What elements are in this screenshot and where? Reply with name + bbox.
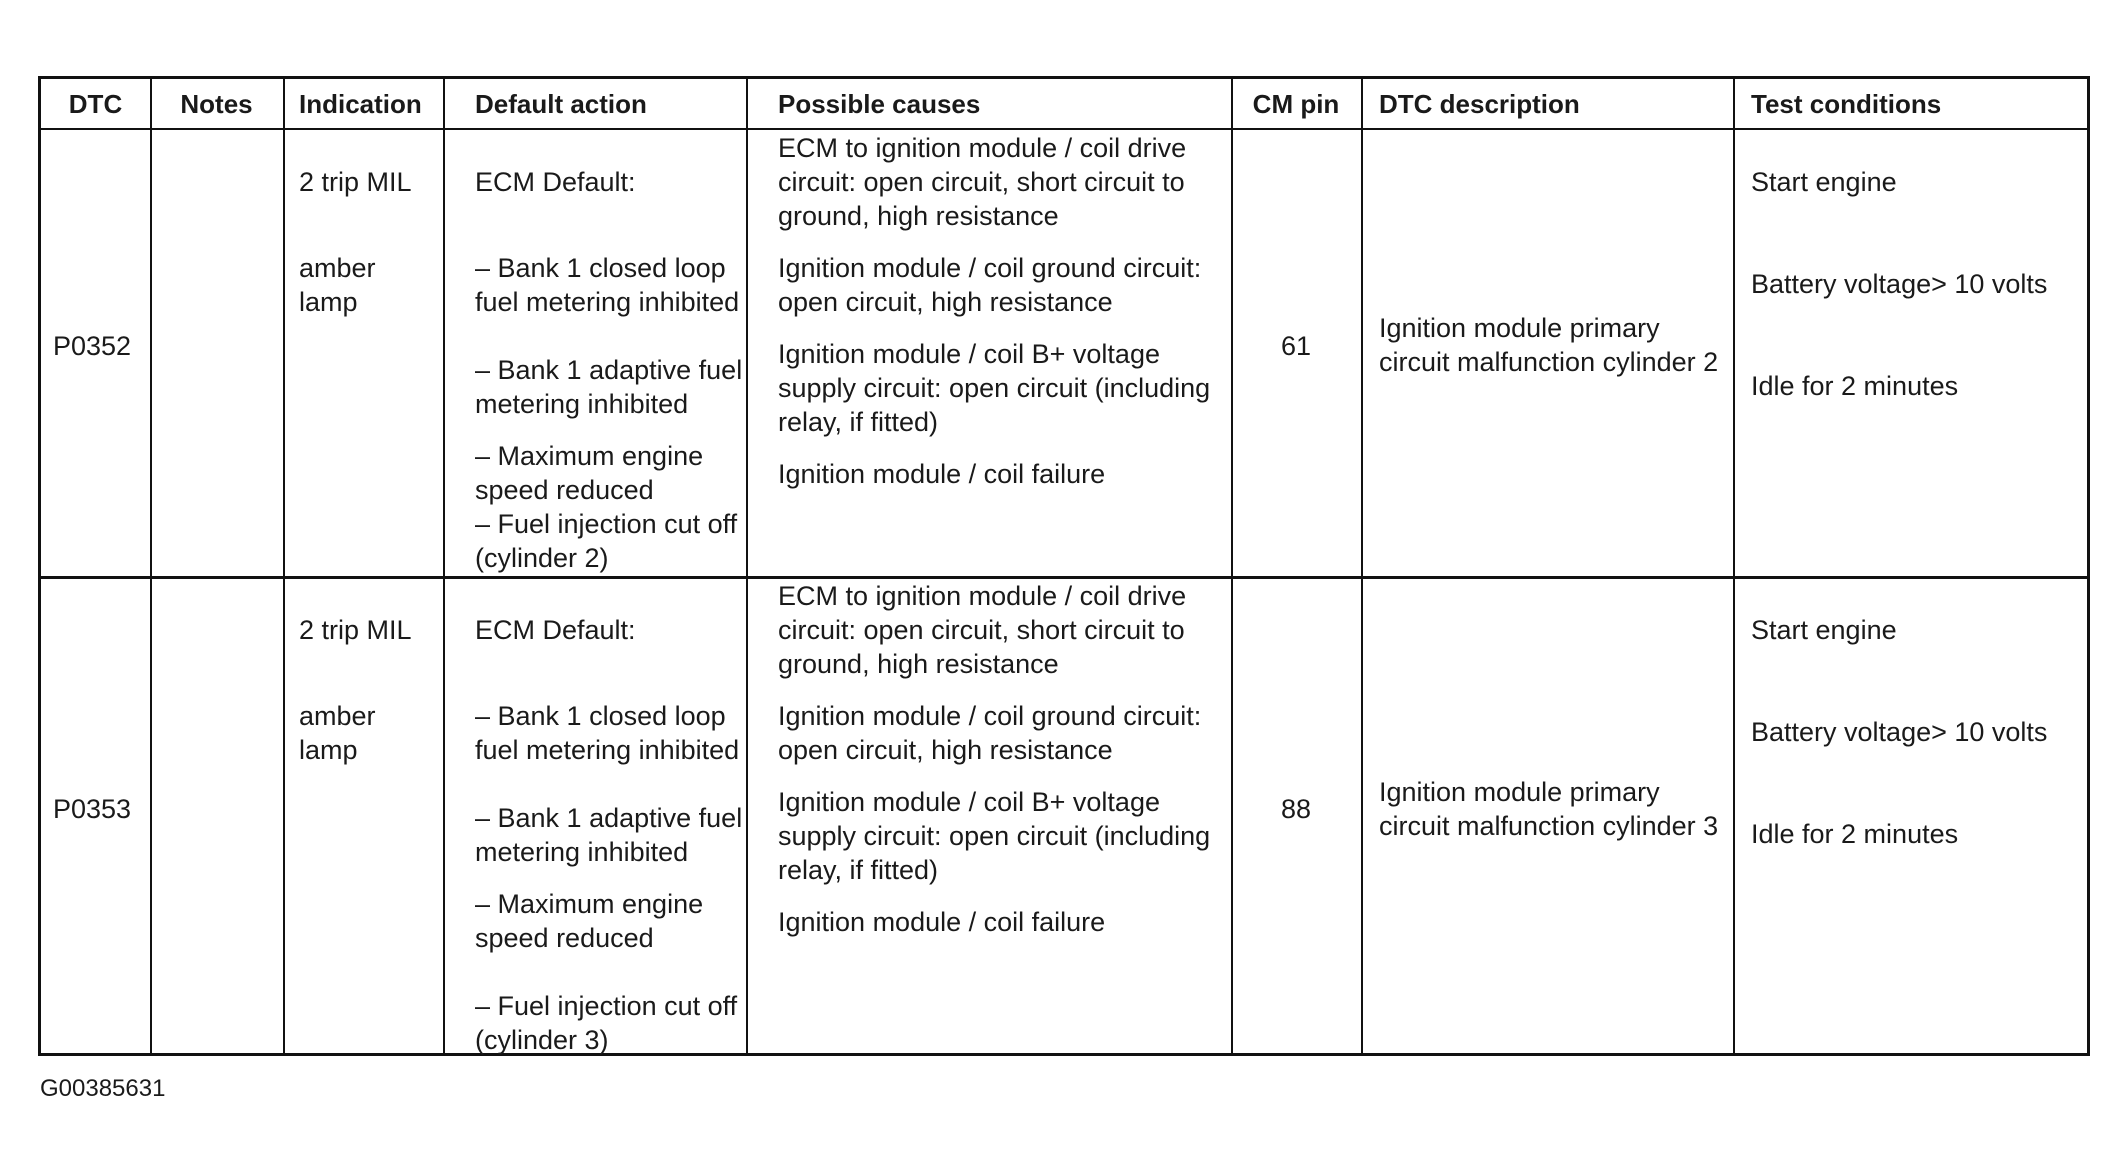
default-action-line: speed reduced bbox=[475, 475, 654, 505]
test-condition-line: Start engine bbox=[1751, 167, 1897, 197]
cm-pin-value: 61 bbox=[1280, 331, 1312, 361]
test-condition-line: Battery voltage> 10 volts bbox=[1751, 269, 2048, 299]
indication-line: 2 trip MIL bbox=[299, 167, 412, 197]
dtc-code: P0353 bbox=[53, 794, 132, 824]
test-condition-line: Idle for 2 minutes bbox=[1751, 371, 1959, 401]
column-divider bbox=[150, 79, 152, 1053]
header-notes: Notes bbox=[180, 89, 253, 119]
possible-cause-line: open circuit, high resistance bbox=[778, 287, 1113, 317]
dtc-table bbox=[38, 76, 2090, 1056]
cm-pin-value: 88 bbox=[1280, 794, 1312, 824]
header-default-action: Default action bbox=[475, 89, 647, 119]
dtc-code: P0352 bbox=[53, 331, 132, 361]
possible-cause-line: relay, if fitted) bbox=[778, 407, 939, 437]
default-action-line: – Bank 1 adaptive fuel bbox=[475, 803, 743, 833]
default-action-line: – Fuel injection cut off bbox=[475, 991, 738, 1021]
indication-line: amber bbox=[299, 253, 376, 283]
possible-cause-line: Ignition module / coil ground circuit: bbox=[778, 701, 1202, 731]
header-dtc: DTC bbox=[68, 89, 123, 119]
dtc-description-line: circuit malfunction cylinder 2 bbox=[1379, 347, 1719, 377]
possible-cause-line: ground, high resistance bbox=[778, 649, 1059, 679]
possible-cause-line: circuit: open circuit, short circuit to bbox=[778, 167, 1185, 197]
indication-line: lamp bbox=[299, 735, 358, 765]
possible-cause-line: Ignition module / coil ground circuit: bbox=[778, 253, 1202, 283]
indication-line: amber bbox=[299, 701, 376, 731]
indication-line: 2 trip MIL bbox=[299, 615, 412, 645]
header-dtc-description: DTC description bbox=[1379, 89, 1580, 119]
possible-cause-line: Ignition module / coil B+ voltage bbox=[778, 339, 1160, 369]
default-action-line: – Bank 1 closed loop bbox=[475, 253, 726, 283]
dtc-description-line: Ignition module primary bbox=[1379, 313, 1660, 343]
test-condition-line: Start engine bbox=[1751, 615, 1897, 645]
default-action-line: – Maximum engine bbox=[475, 441, 704, 471]
possible-cause-line: supply circuit: open circuit (including bbox=[778, 373, 1211, 403]
possible-cause-line: Ignition module / coil failure bbox=[778, 459, 1106, 489]
possible-cause-line: ECM to ignition module / coil drive bbox=[778, 581, 1187, 611]
column-divider bbox=[1361, 79, 1363, 1053]
possible-cause-line: Ignition module / coil B+ voltage bbox=[778, 787, 1160, 817]
default-action-line: fuel metering inhibited bbox=[475, 735, 740, 765]
column-divider bbox=[443, 79, 445, 1053]
column-divider bbox=[1231, 79, 1233, 1053]
column-divider bbox=[283, 79, 285, 1053]
default-action-line: – Maximum engine bbox=[475, 889, 704, 919]
column-divider bbox=[1733, 79, 1735, 1053]
header-test-conditions: Test conditions bbox=[1751, 89, 1942, 119]
default-action-line: – Fuel injection cut off bbox=[475, 509, 738, 539]
default-action-line: metering inhibited bbox=[475, 837, 689, 867]
header-possible-causes: Possible causes bbox=[778, 89, 981, 119]
possible-cause-line: open circuit, high resistance bbox=[778, 735, 1113, 765]
default-action-line: – Bank 1 adaptive fuel bbox=[475, 355, 743, 385]
possible-cause-line: supply circuit: open circuit (including bbox=[778, 821, 1211, 851]
indication-line: lamp bbox=[299, 287, 358, 317]
default-action-line: (cylinder 3) bbox=[475, 1025, 609, 1055]
default-action-line: (cylinder 2) bbox=[475, 543, 609, 573]
column-divider bbox=[746, 79, 748, 1053]
default-action-heading: ECM Default: bbox=[475, 167, 636, 197]
dtc-description-line: circuit malfunction cylinder 3 bbox=[1379, 811, 1719, 841]
default-action-line: metering inhibited bbox=[475, 389, 689, 419]
dtc-description-line: Ignition module primary bbox=[1379, 777, 1660, 807]
test-condition-line: Idle for 2 minutes bbox=[1751, 819, 1959, 849]
possible-cause-line: circuit: open circuit, short circuit to bbox=[778, 615, 1185, 645]
possible-cause-line: Ignition module / coil failure bbox=[778, 907, 1106, 937]
header-indication: Indication bbox=[299, 89, 422, 119]
possible-cause-line: ground, high resistance bbox=[778, 201, 1059, 231]
default-action-line: speed reduced bbox=[475, 923, 654, 953]
default-action-line: fuel metering inhibited bbox=[475, 287, 740, 317]
figure-id: G00385631 bbox=[40, 1075, 166, 1102]
default-action-line: – Bank 1 closed loop bbox=[475, 701, 726, 731]
header-cm-pin: CM pin bbox=[1252, 89, 1340, 119]
possible-cause-line: relay, if fitted) bbox=[778, 855, 939, 885]
possible-cause-line: ECM to ignition module / coil drive bbox=[778, 133, 1187, 163]
default-action-heading: ECM Default: bbox=[475, 615, 636, 645]
test-condition-line: Battery voltage> 10 volts bbox=[1751, 717, 2048, 747]
